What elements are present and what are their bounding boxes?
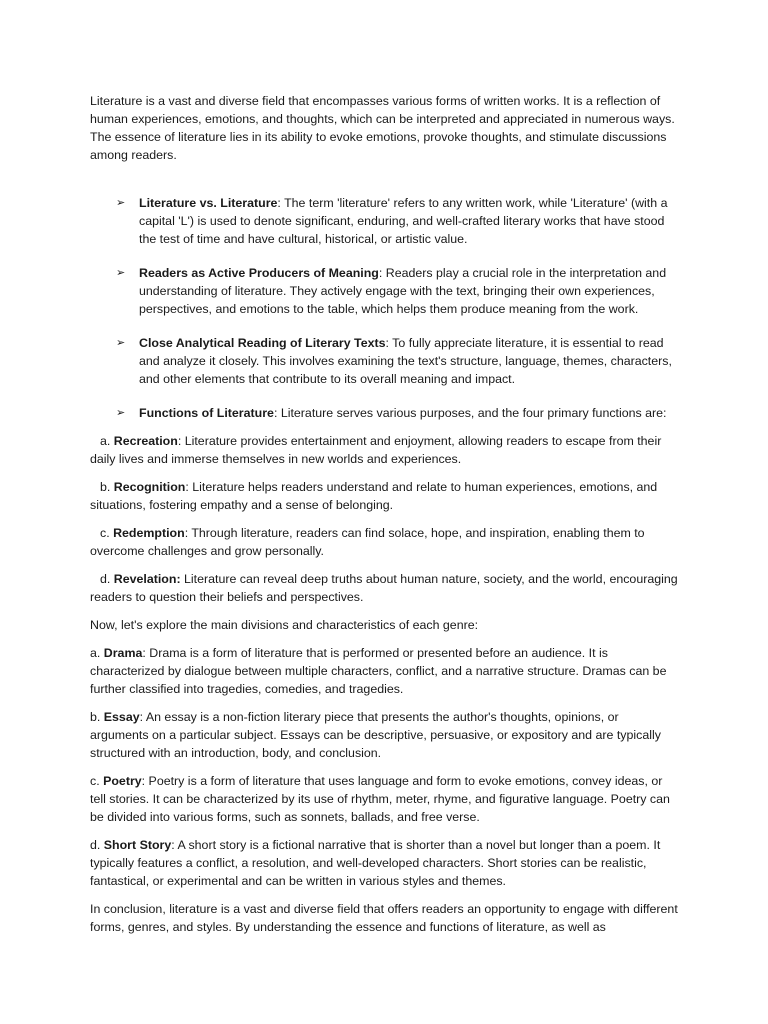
function-text: : Through literature, readers can find solace, hope, and inspiration, enabling them to overcome challenges and grow personally.: [90, 526, 645, 558]
genre-item: [90, 836, 680, 890]
genre-item: [90, 772, 680, 826]
document-page: [90, 92, 680, 946]
functions-list: [90, 432, 680, 606]
function-text: Literature can reveal deep truths about human nature, society, and the world, encouraging readers to question their beliefs and perspectives.: [90, 572, 678, 604]
list-letter: a.: [90, 646, 104, 660]
conclusion-paragraph: In conclusion, literature is a vast and diverse field that offers readers an opportunity to engage with different forms, genres, and styles. By understanding the essence and functions of literature, as well as: [90, 902, 678, 934]
list-letter: d.: [100, 572, 114, 586]
transition-paragraph: Now, let's explore the main divisions and characteristics of each genre:: [90, 618, 479, 632]
genre-item: [90, 644, 680, 698]
function-text: : Literature helps readers understand and relate to human experiences, emotions, and situations, fostering empathy and a sense of belonging.: [90, 480, 658, 512]
list-letter: b.: [100, 480, 114, 494]
bullet-item: [90, 194, 680, 248]
function-item: [90, 570, 680, 606]
bullet-list: [90, 194, 680, 422]
bullet-term: Close Analytical Reading of Literary Texts: [139, 336, 386, 350]
bullet-text: : To fully appreciate literature, it is essential to read and analyze it closely. This involves examining the text's structure, language, themes, characters, and other elements that contribute to its overall meaning and impact.: [139, 336, 672, 386]
list-letter: a.: [100, 434, 114, 448]
genre-item: [90, 708, 680, 762]
bullet-text: : Readers play a crucial role in the interpretation and understanding of literature. They actively engage with the text, bringing their own experiences, perspectives, and emotions to the table, which helps them produce meaning from the work.: [139, 266, 667, 316]
arrow-bullet-icon: ➢: [116, 337, 126, 349]
bullet-term: Readers as Active Producers of Meaning: [139, 266, 379, 280]
function-term: Recognition: [113, 480, 186, 494]
bullet-term: Literature vs. Literature: [139, 196, 278, 210]
genre-text: : Drama is a form of literature that is performed or presented before an audience. It is characterized by dialogue between multiple characters, conflict, and a narrative structure. Dramas can be further classified into tragedies, comedies, and tragedies.: [90, 646, 667, 696]
arrow-bullet-icon: ➢: [116, 267, 126, 279]
function-term: Redemption: [113, 526, 185, 540]
list-letter: c.: [100, 526, 114, 540]
function-item: [90, 478, 680, 514]
bullet-term: Functions of Literature: [139, 406, 274, 420]
function-item: [90, 432, 680, 468]
bullet-item: [90, 264, 680, 318]
bullet-item: [90, 404, 680, 422]
genre-text: : Poetry is a form of literature that uses language and form to evoke emotions, convey ideas, or tell stories. It can be characterized by its use of rhythm, meter, rhyme, and figurative language. Poetry can be divided into various forms, such as sonnets, ballads, and free verse.: [90, 774, 670, 824]
bullet-text: : Literature serves various purposes, and the four primary functions are:: [273, 406, 667, 420]
function-item: [90, 524, 680, 560]
function-term: Recreation: [113, 434, 178, 448]
genre-text: : An essay is a non-fiction literary piece that presents the author's thoughts, opinions, or arguments on a particular subject. Essays can be descriptive, persuasive, or expository and are typically structured with an introduction, body, and conclusion.: [90, 710, 661, 760]
function-term: Revelation:: [113, 572, 181, 586]
genres-list: [90, 644, 680, 890]
arrow-bullet-icon: ➢: [116, 197, 126, 209]
list-letter: d.: [90, 838, 104, 852]
bullet-text: : The term 'literature' refers to any written work, while 'Literature' (with a capital 'L') is used to denote significant, enduring, and well-crafted literary works that have stood the test of time and have cultural, historical, or artistic value.: [139, 196, 668, 246]
genre-term: Essay: [103, 710, 140, 724]
genre-text: : A short story is a fictional narrative that is shorter than a novel but longer than a poem. It typically features a conflict, a resolution, and well-developed characters. Short stories can be realistic, fantastical, or experimental and can be written in various styles and themes.: [90, 838, 661, 888]
arrow-bullet-icon: ➢: [116, 407, 126, 419]
genre-term: Drama: [103, 646, 143, 660]
genre-term: Poetry: [103, 774, 142, 788]
list-letter: b.: [90, 710, 104, 724]
genre-term: Short Story: [103, 838, 172, 852]
list-letter: c.: [90, 774, 104, 788]
bullet-item: [90, 334, 680, 388]
function-text: : Literature provides entertainment and enjoyment, allowing readers to escape from their daily lives and immerse themselves in new worlds and experiences.: [90, 434, 662, 466]
intro-paragraph: Literature is a vast and diverse field that encompasses various forms of written works. It is a reflection of human experiences, emotions, and thoughts, which can be interpreted and appreciated in numerous ways. The essence of literature lies in its ability to evoke emotions, provoke thoughts, and stimulate discussions among readers.: [90, 94, 675, 162]
